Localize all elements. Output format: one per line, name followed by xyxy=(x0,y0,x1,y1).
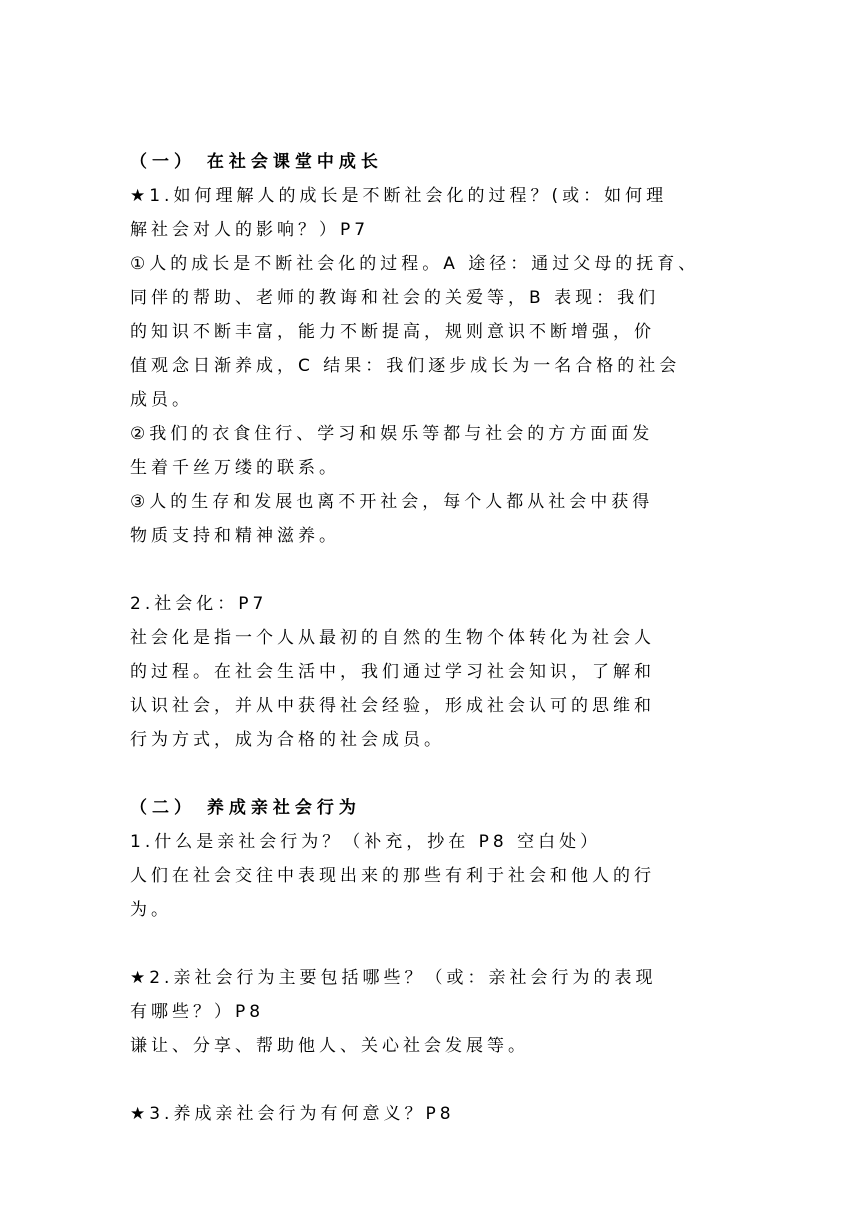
text-line: 1.什么是亲社会行为？（补充，抄在 P8 空白处） xyxy=(130,832,602,852)
text-line: 的过程。在社会生活中，我们通过学习社会知识，了解和 xyxy=(130,662,655,682)
text-line: 同伴的帮助、老师的教诲和社会的关爱等，B 表现：我们 xyxy=(130,288,660,308)
text-line: ②我们的衣食住行、学习和娱乐等都与社会的方方面面发 xyxy=(130,424,654,444)
text-line: 认识社会，并从中获得社会经验，形成社会认可的思维和 xyxy=(130,696,655,716)
text-line: 成员。 xyxy=(130,390,193,410)
text-line: ③人的生存和发展也离不开社会，每个人都从社会中获得 xyxy=(130,492,654,512)
text-line: 2.社会化：P7 xyxy=(130,594,268,614)
text-line: 的知识不断丰富，能力不断提高，规则意识不断增强，价 xyxy=(130,322,655,342)
text-line: 值观念日渐养成，C 结果：我们逐步成长为一名合格的社会 xyxy=(130,356,681,376)
paragraph-gap xyxy=(130,553,730,587)
paragraph-gap xyxy=(130,757,730,791)
paragraph-gap xyxy=(130,927,730,961)
text-line: ★3.养成亲社会行为有何意义？P8 xyxy=(130,1104,455,1124)
text-line: 生着千丝万缕的联系。 xyxy=(130,458,340,478)
section-heading-2: （二） 养成亲社会行为 xyxy=(130,798,361,818)
text-line: 社会化是指一个人从最初的自然的生物个体转化为社会人 xyxy=(130,628,655,648)
text-line: ★2.亲社会行为主要包括哪些？（或：亲社会行为的表现 xyxy=(130,968,657,988)
text-line: ★1.如何理解人的成长是不断社会化的过程？(或：如何理 xyxy=(130,186,668,206)
text-line: 行为方式，成为合格的社会成员。 xyxy=(130,730,445,750)
text-line: 为。 xyxy=(130,900,172,920)
text-line: 有哪些？）P8 xyxy=(130,1002,265,1022)
paragraph-gap xyxy=(130,1063,730,1097)
document-page xyxy=(130,145,730,1131)
text-line: 人们在社会交往中表现出来的那些有利于社会和他人的行 xyxy=(130,866,655,886)
text-line: 物质支持和精神滋养。 xyxy=(130,526,340,546)
text-line: 解社会对人的影响？）P7 xyxy=(130,220,370,240)
text-line: 谦让、分享、帮助他人、关心社会发展等。 xyxy=(130,1036,529,1056)
text-line: ①人的成长是不断社会化的过程。A 途径：通过父母的抚育、 xyxy=(130,254,700,274)
section-heading-1: （一） 在社会课堂中成长 xyxy=(130,152,383,172)
